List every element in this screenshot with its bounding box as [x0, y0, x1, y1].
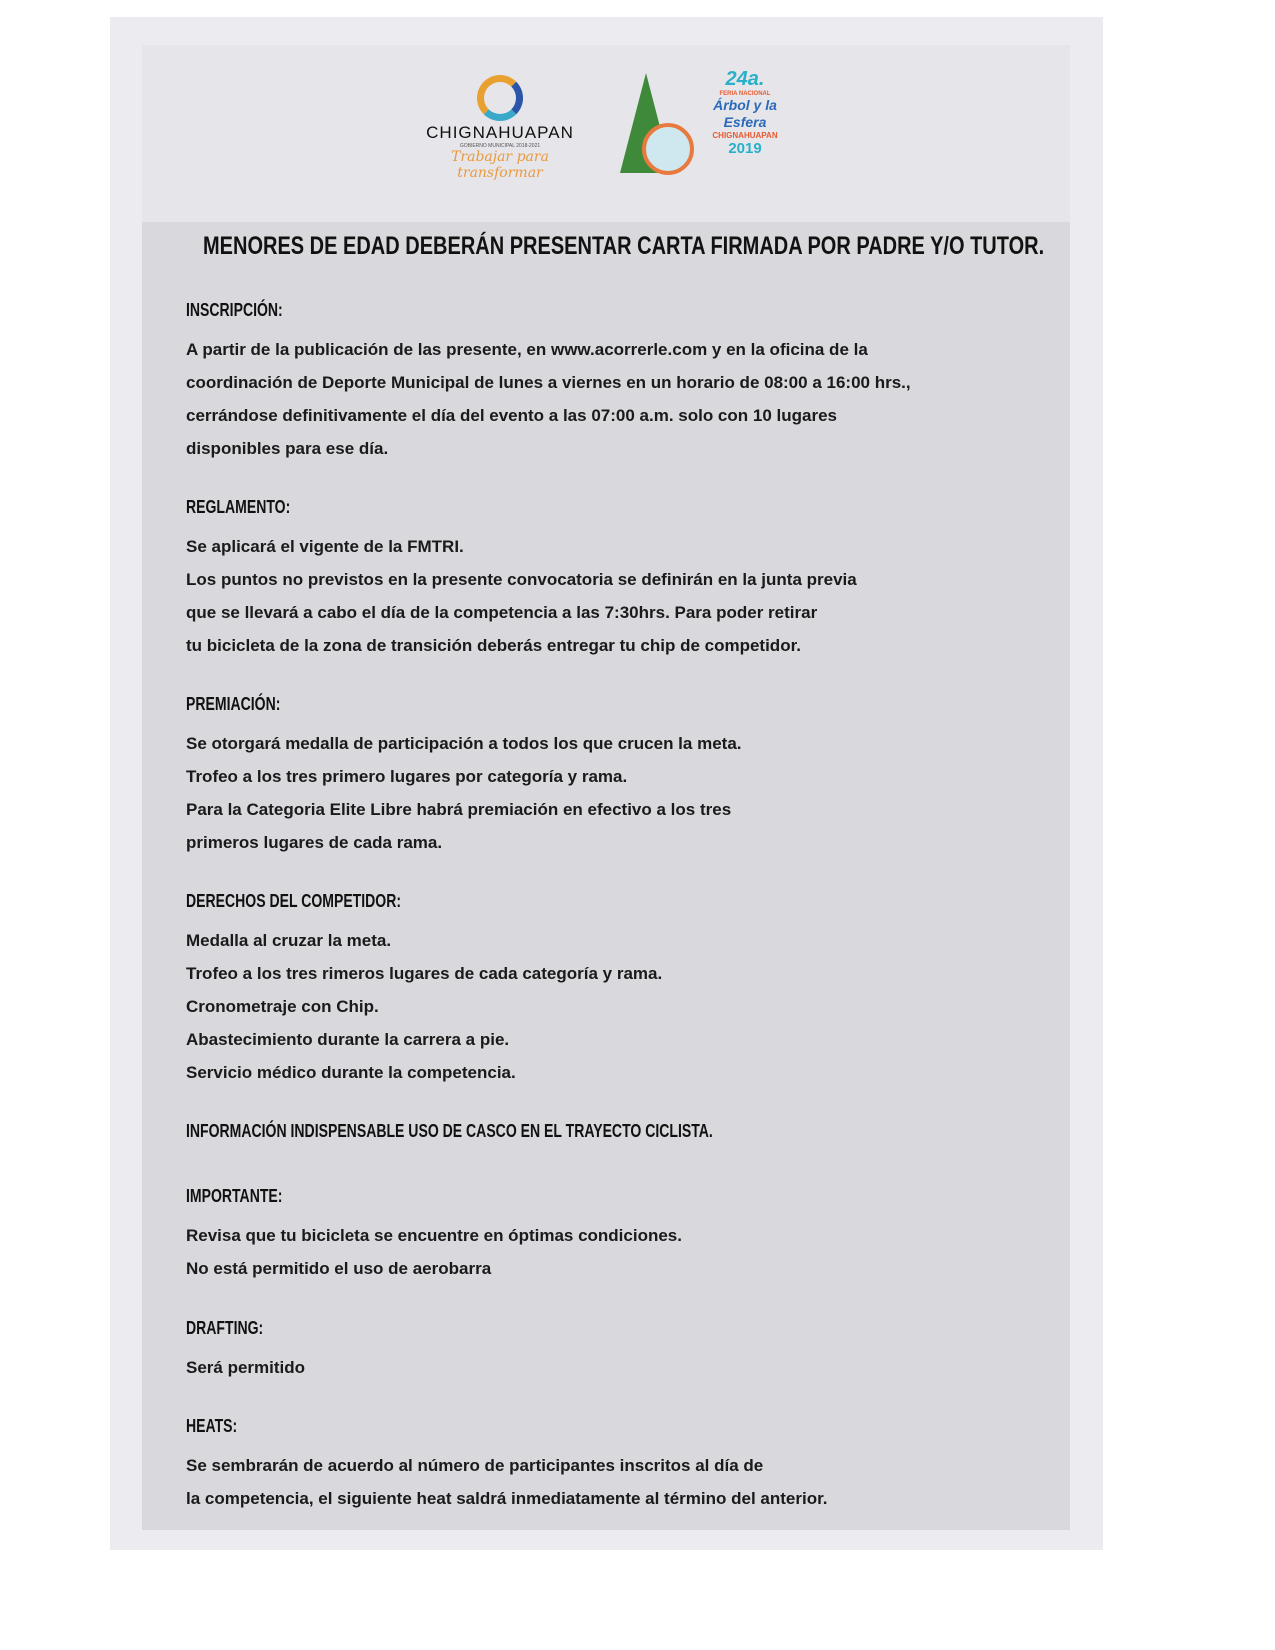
section-5 — [186, 1186, 1046, 1285]
logo-year: 2019 — [728, 140, 762, 157]
section-2 — [186, 694, 1046, 859]
section-line: No está permitido el uso de aerobarra — [186, 1259, 492, 1278]
section-line: Será permitido — [186, 1358, 306, 1377]
emblem-icon — [477, 75, 523, 121]
section-line: coordinación de Deporte Municipal de lunes a viernes en un horario de 08:00 a 16:00 hrs., — [186, 373, 911, 392]
logo-city: CHIGNAHUAPAN — [712, 131, 778, 140]
page-title: MENORES DE EDAD DEBERÁN PRESENTAR CARTA FIRMADA POR PADRE Y/O TUTOR. — [203, 232, 1045, 260]
section-line: Cronometraje con Chip. — [186, 997, 379, 1016]
section-heading: INSCRIPCIÓN: — [186, 300, 283, 320]
section-line: Trofeo a los tres primero lugares por categoría y rama. — [186, 767, 628, 786]
section-line: Los puntos no previstos en la presente convocatoria se definirán en la junta previa — [186, 570, 857, 589]
section-line: tu bicicleta de la zona de transición deberás entregar tu chip de competidor. — [186, 636, 801, 655]
section-line: Se aplicará el vigente de la FMTRI. — [186, 537, 464, 556]
section-heading: DRAFTING: — [186, 1318, 264, 1338]
section-line: Se otorgará medalla de participación a todos los que crucen la meta. — [186, 734, 742, 753]
section-0 — [186, 300, 1046, 465]
section-line: la competencia, el siguiente heat saldrá inmediatamente al término del anterior. — [186, 1489, 828, 1508]
section-line: Revisa que tu bicicleta se encuentre en óptimas condiciones. — [186, 1226, 682, 1245]
logo-edition: 24a. — [725, 68, 765, 90]
section-heading: REGLAMENTO: — [186, 497, 291, 517]
logo-line: FERIA NACIONAL — [719, 91, 771, 97]
section-line: cerrándose definitivamente el día del evento a las 07:00 a.m. solo con 10 lugares — [186, 406, 837, 425]
section-4 — [186, 1121, 1046, 1154]
section-line: A partir de la publicación de las presente, en www.acorrerle.com y en la oficina de la — [186, 340, 868, 359]
section-7 — [186, 1416, 1046, 1515]
section-heading: IMPORTANTE: — [186, 1186, 283, 1206]
section-line: Abastecimiento durante la carrera a pie. — [186, 1030, 510, 1049]
feria-logo — [620, 68, 785, 188]
chignahuapan-logo — [420, 75, 580, 181]
logo-subtitle: GOBIERNO MUNICIPAL 2018-2021 — [459, 143, 541, 149]
section-heading: HEATS: — [186, 1416, 238, 1436]
section-line: Se sembrarán de acuerdo al número de participantes inscritos al día de — [186, 1456, 764, 1475]
section-1 — [186, 497, 1046, 662]
section-3 — [186, 891, 1046, 1089]
section-line: disponibles para ese día. — [186, 439, 389, 458]
section-heading: INFORMACIÓN INDISPENSABLE USO DE CASCO EN EL TRAYECTO CICLISTA. — [186, 1121, 713, 1141]
logo-title: Árbol y la Esfera — [713, 97, 777, 130]
logo-slogan: Trabajar para transformar — [451, 149, 549, 181]
logo-name: CHIGNAHUAPAN — [426, 123, 574, 142]
section-heading: DERECHOS DEL COMPETIDOR: — [186, 891, 402, 911]
section-heading: PREMIACIÓN: — [186, 694, 281, 714]
sphere-icon — [642, 123, 694, 175]
section-line: Trofeo a los tres rimeros lugares de cada categoría y rama. — [186, 964, 663, 983]
section-line: Medalla al cruzar la meta. — [186, 931, 392, 950]
section-line: que se llevará a cabo el día de la competencia a las 7:30hrs. Para poder retirar — [186, 603, 818, 622]
section-line: primeros lugares de cada rama. — [186, 833, 443, 852]
section-line: Servicio médico durante la competencia. — [186, 1063, 516, 1082]
section-line: Para la Categoria Elite Libre habrá premiación en efectivo a los tres — [186, 800, 732, 819]
section-6 — [186, 1318, 1046, 1384]
